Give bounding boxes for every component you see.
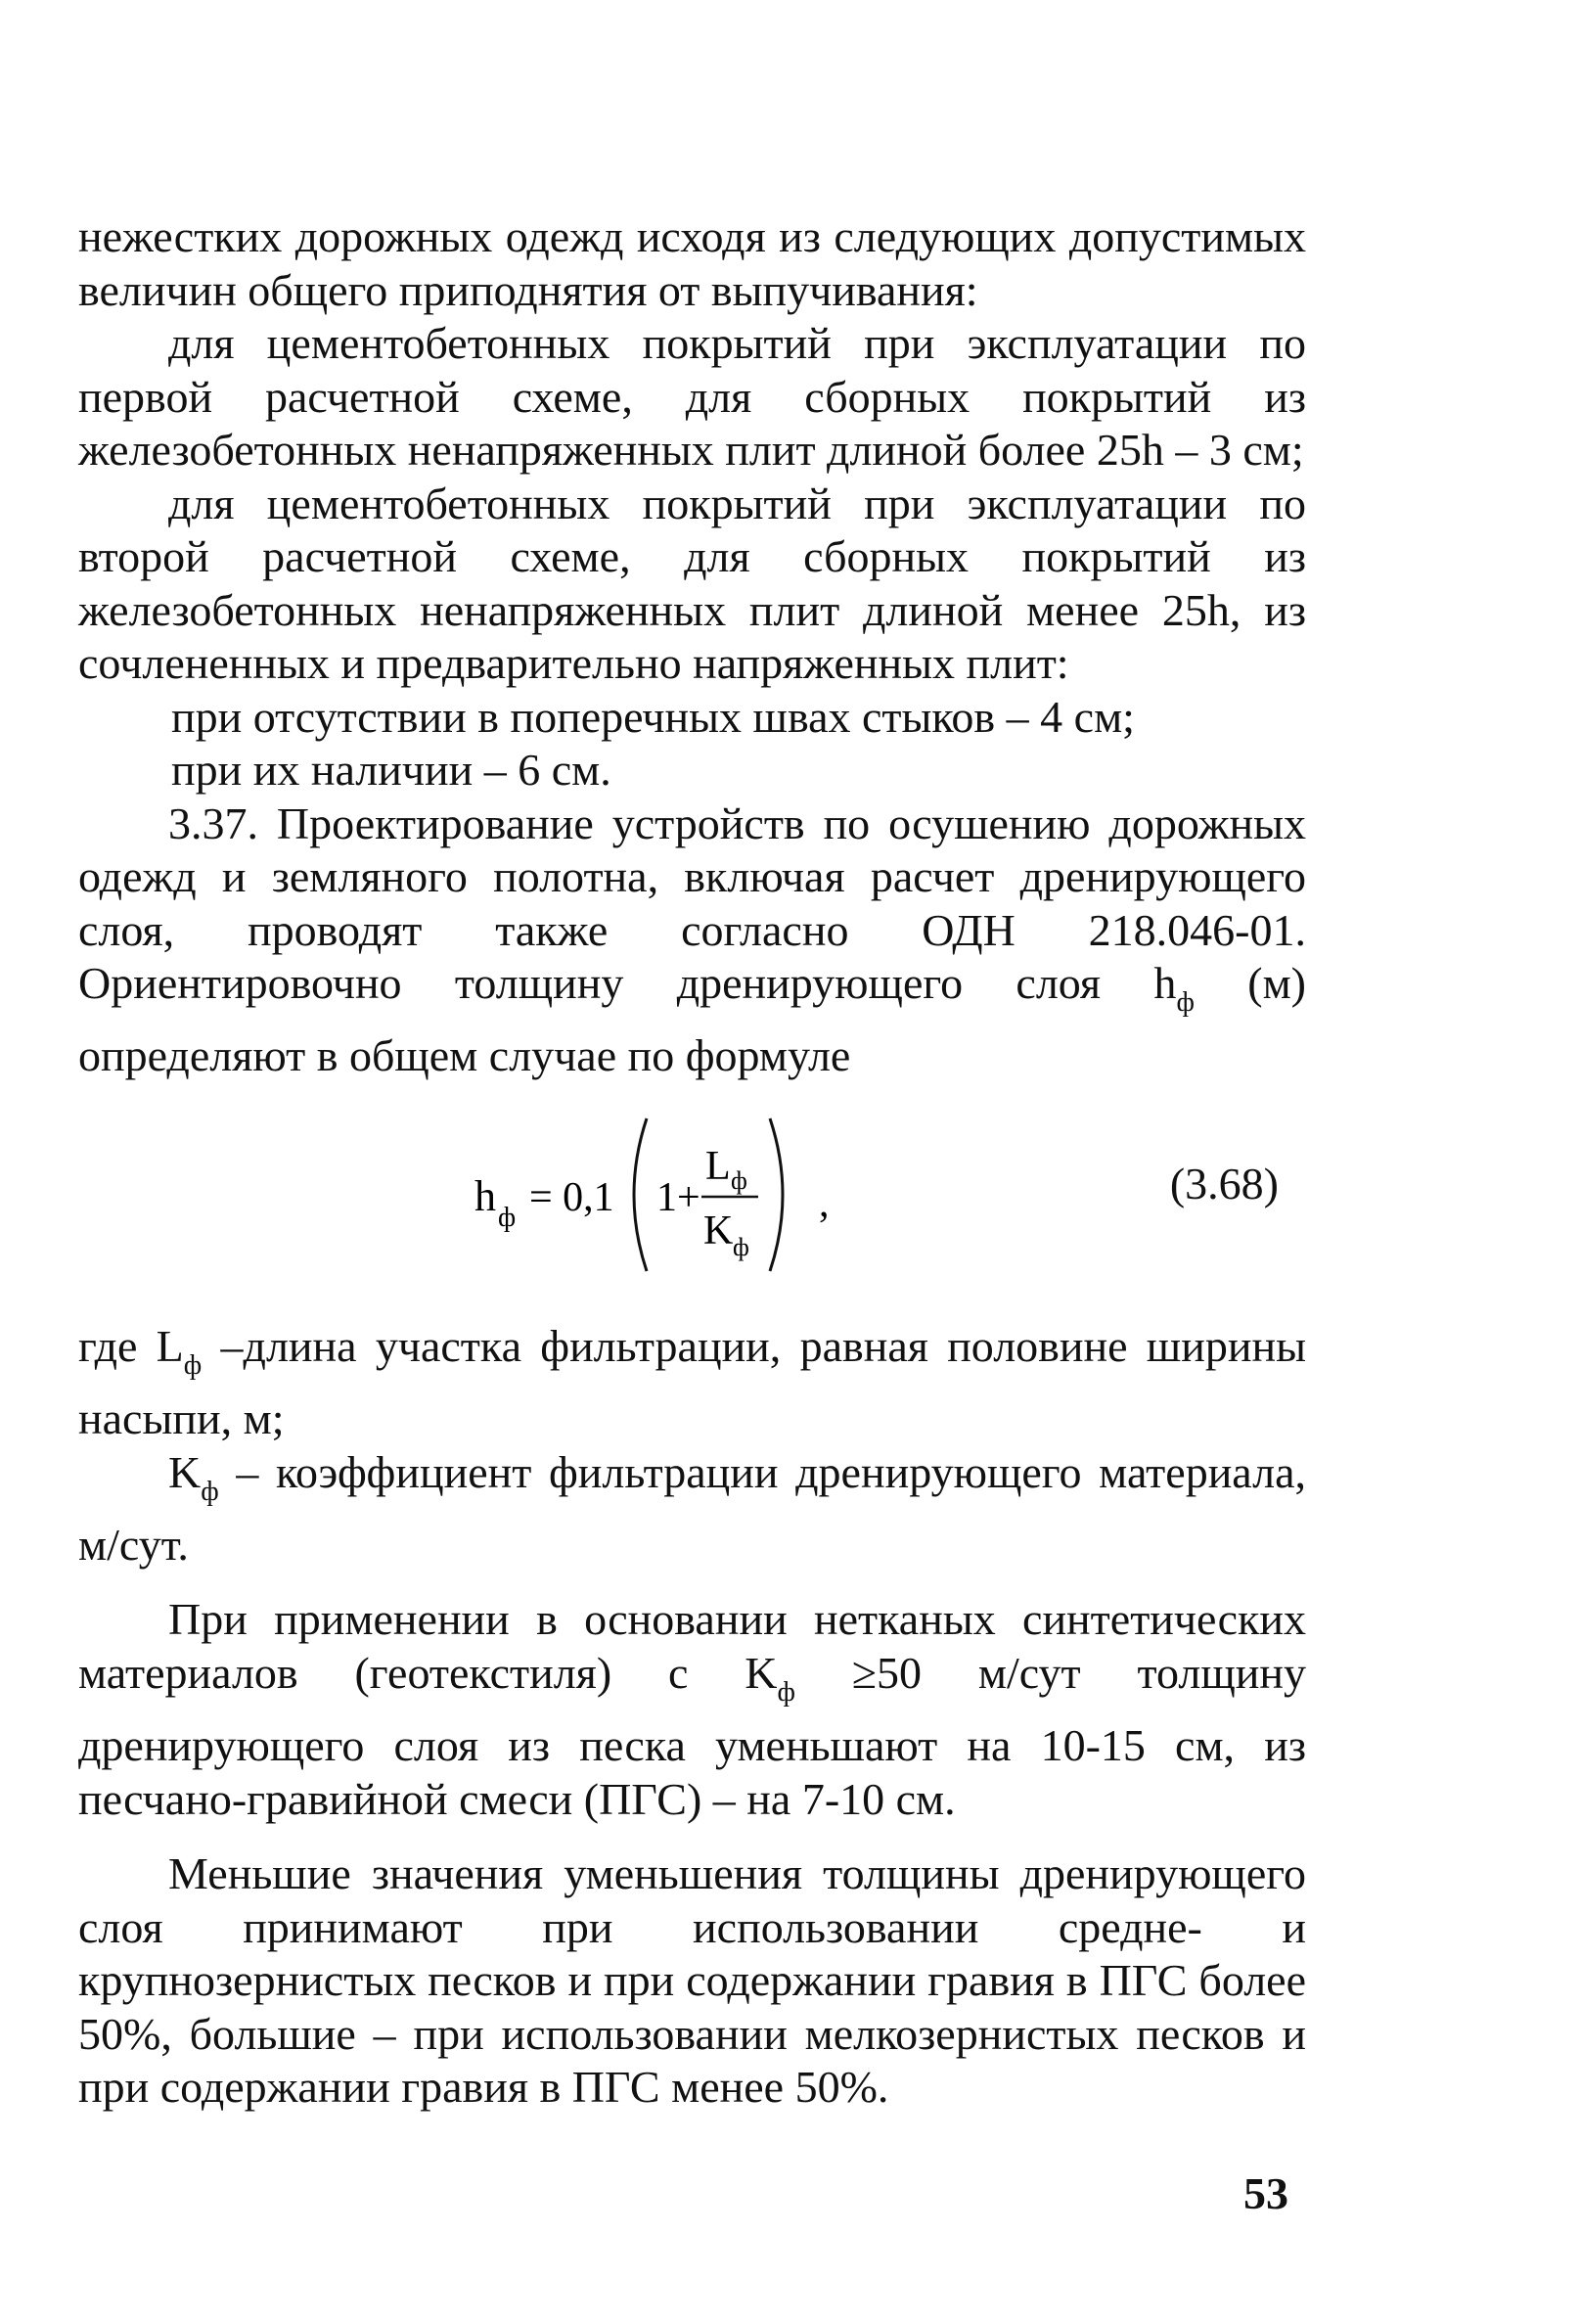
equation-number: (3.68) — [1169, 1158, 1279, 1208]
paragraph-geotextile-text: При применении в основании нетканых синтетических материалов (геотекстиля) с K — [78, 1594, 1306, 1698]
paragraph-3-37-text: 3.37. Проектирование устройств по осушению дорожных одежд и земляного полотна, включая расчет дренирующего слоя, проводят также согласно ОДН 218.046-01. Ориентировочно толщину дренирующего слоя h — [78, 797, 1306, 1008]
formula-comma: , — [819, 1180, 830, 1226]
definition-K-text: – коэффициент фильтрации дренирующего материала, м/сут. — [78, 1446, 1306, 1570]
paragraph-second-scheme: для цементобетонных покрытий при эксплуатации по второй расчетной схеме, для сборных покрытий из железобетонных ненапряженных плит длиной менее 25h, из сочлененных и предварительно напряженных плит: — [78, 478, 1306, 688]
definition-K — [78, 1446, 1306, 1572]
formula-denominator-sub: ф — [733, 1232, 749, 1261]
paragraph-geotextile-tail: ≥50 м/сут толщину дренирующего слоя из песка уменьшают на 10-15 см, из песчано-гравийной смеси (ПГС) – на 7-10 см. — [78, 1647, 1306, 1824]
formula-denominator: K — [703, 1208, 734, 1253]
paragraph-geotextile — [78, 1593, 1306, 1826]
paragraph-intro: нежестких дорожных одежд исходя из следующих допустимых величин общего приподнятия от выпучивания: — [78, 211, 1306, 315]
definition-L-sub: ф — [183, 1349, 203, 1381]
page-number: 53 — [1243, 2168, 1288, 2218]
subscript-f: ф — [1176, 986, 1195, 1018]
formula-equals: = 0,1 — [529, 1174, 614, 1220]
formula-graphic — [474, 1107, 944, 1283]
definition-L-prefix: где L — [78, 1320, 184, 1371]
formula-lhs-sub: ф — [498, 1202, 517, 1233]
definition-K-prefix: K — [168, 1446, 202, 1497]
definition-K-sub: ф — [201, 1476, 219, 1507]
formula-numerator-sub: ф — [731, 1165, 747, 1195]
list-item-no-joints: при отсутствии в поперечных швах стыков – 4 см; — [171, 691, 1135, 742]
formula-numerator: L — [705, 1143, 731, 1189]
left-paren — [634, 1118, 647, 1271]
definition-L — [78, 1320, 1306, 1446]
formula-one-plus: 1+ — [656, 1174, 700, 1220]
paragraph-reduction-values: Меньшие значения уменьшения толщины дренирующего слоя принимают при использовании средне- и крупнозернистых песков и при содержании гравия в ПГС более 50%, большие – при использовании мелкозернистых песков и при содержании гравия в ПГС менее 50%. — [78, 1848, 1306, 2113]
body-text — [78, 210, 1306, 2115]
formula-lhs: h — [474, 1171, 496, 1220]
paragraph-3-37-tail: (м) определяют в общем случае по формуле — [78, 958, 1307, 1081]
definition-L-text: –длина участка фильтрации, равная половине ширины насыпи, м; — [78, 1320, 1306, 1444]
formula-3-68 — [474, 1107, 944, 1283]
list-item-with-joints: при их наличии – 6 см. — [171, 745, 611, 795]
paragraph-first-scheme: для цементобетонных покрытий при эксплуатации по первой расчетной схеме, для сборных покрытий из железобетонных ненапряженных плит длиной более 25h – 3 см; — [78, 318, 1306, 475]
right-paren — [770, 1118, 783, 1271]
formula-row — [78, 1107, 1306, 1283]
paragraph-3-37 — [78, 797, 1306, 1083]
paragraph-geotextile-sub: ф — [777, 1676, 795, 1708]
